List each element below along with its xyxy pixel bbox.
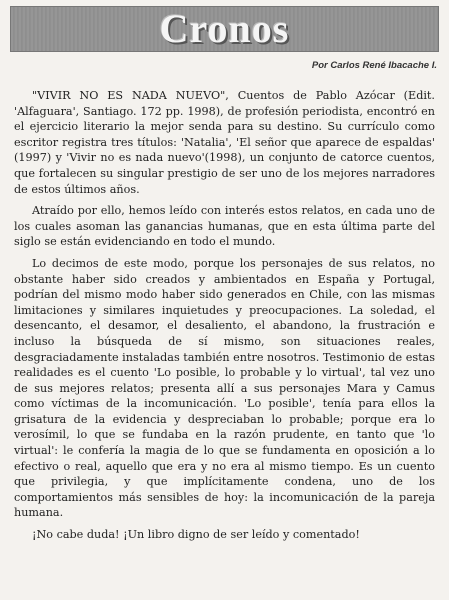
paragraph: Lo decimos de este modo, porque los personajes de sus relatos, no obstante haber sido creados y ambientados en España y Portugal, podrían del mismo modo haber sido generados en Chile, con las mismas limitaciones y similares inquietudes y preocupaciones. La soledad, el desencanto, el desamor, el desaliento, el abandono, la frustración e incluso la búsqueda de sí mismo, son situaciones reales, desgraciadamente instaladas también entre nosotros. Testimonio de estas realidades es el cuento 'Lo posible, lo probable y lo virtual', tal vez uno de sus mejores relatos; presenta allí a sus personajes Mara y Camus como víctimas de la incomunicación. 'Lo posible', tenía para ellos la grisatura de la evidencia y despreciaban lo probable; porque era lo verosímil, lo que se fundaba en la razón prudente, en tanto que 'lo virtual': le confería la magia de lo que se fundamenta en oposición a lo efectivo o real, aquello que era y no era al mismo tiempo. Es un cuento que privilegia, y que implícitamente condena, uno de los comportamientos más sensibles de hoy: la incomunicación de la pareja humana. <box>14 256 435 520</box>
paragraph: ¡No cabe duda! ¡Un libro digno de ser leído y comentado! <box>32 528 360 542</box>
paragraph: "VIVIR NO ES NADA NUEVO", Cuentos de Pablo Azócar (Edit. 'Alfaguara', Santiago. 172 pp. 1998), de profesión periodista, encontró en el ejercicio literario la mejor senda para su destino. Su currículo como escritor registra tres títulos: 'Natalia', 'El señor que aparece de espaldas' (1997) y 'Vivir no es nada nuevo'(1998), un conjunto de catorce cuentos, que fortalecen su singular prestigio de ser uno de los mejores narradores de estos últimos años. <box>14 89 435 196</box>
author-byline: Por Carlos René Ibacache I. <box>311 60 437 71</box>
paragraph: Atraído por ello, hemos leído con interés estos relatos, en cada uno de los cuales asoman las ganancias humanas, que en esta última parte del siglo se están evidenciando en todo el mundo. <box>14 204 435 249</box>
column-banner <box>10 6 439 52</box>
column-title: Cronos <box>159 6 290 51</box>
article-body <box>14 88 435 543</box>
